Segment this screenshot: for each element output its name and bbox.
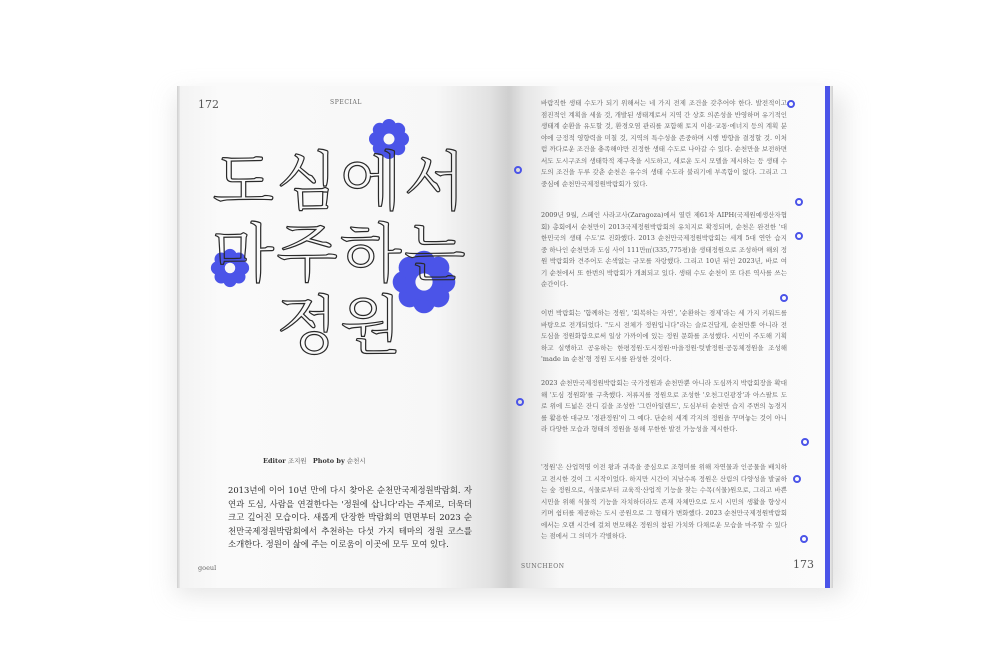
editor-label: Editor (263, 457, 286, 465)
body-paragraph-2: 2009년 9월, 스페인 사라고사(Zaragoza)에서 열린 제61차 AIPH(국제원예생산자협회) 총회에서 순천만이 2013국제정원박람회의 유치지로 확정되며, 순천은 완전한 '대한민국의 생태 수도'로 진화했다. 2013 순천만국제정원박람회는 세계 5대 연안 습지 중 하나인 순천만과 도심 사이 111만㎡(335,775평)을 생태정원으로 조성하며 해외 정원 박람회와 견주어도 손색없는 규모를 자랑했다. 그리고 10년 뒤인 2023년, 바로 여기 순천에서 또 한번의 박람회가 개최되고 있다. 생태 수도 순천이 또 다른 역사를 쓰는 순간이다. (541, 211, 787, 288)
body-paragraph-5: '정원'은 산업혁명 이전 왕과 귀족을 중심으로 조형미를 위해 자연물과 인공물을 배치하고 전시한 것이 그 시작이었다. 하지만 시간이 지남수록 정원은 산림의 다양성을 발굴하는 숲 정원으로, 식물로부터 교육적·산업적 기능을 찾는 수목(식물)원으로, 그리고 바쁜 시민을 위해 식물적 기능을 자치하더라도 존재 자체만으로 도시 시민의 생활을 향상시키며 쉼터를 제공하는 도시 공원으로 그 형태가 변화했다. 2023 순천만국제정원박람회에서는 오랜 시간에 걸쳐 변모해온 정원의 참된 가치와 다채로운 모습을 마주할 수 있다는 점에서 그 의미가 각별하다. (541, 463, 787, 540)
ring-dot-icon (514, 166, 522, 174)
editor-name: 조지원 (287, 457, 307, 465)
title-graphic (180, 86, 509, 386)
accent-edge-bar (825, 86, 830, 588)
ring-dot-icon (795, 198, 803, 206)
title-line-3: 정원 (276, 290, 404, 364)
ring-dot-icon (795, 232, 803, 240)
body-paragraph-4: 2023 순천만국제정원박람회는 국가정원과 순천만뿐 아니라 도심까지 박람회장을 확대해 '도심 정원화'를 구축했다. 저류지를 정원으로 조성한 '오천그린광장'과 아스팔트 도로 위에 드넓은 잔디 길을 조성한 '그린아일랜드', 도심부터 순천만 습지 주변의 농경지를 활용한 대규모 '경관정원'이 그 예다. 단순히 세계 각지의 정원을 꾸며놓는 것이 아니라 다양한 모습과 형태의 정원을 통해 무한한 발전 가능성을 제시한다. (541, 379, 787, 433)
left-footer-label: goeul (198, 564, 217, 572)
ring-dot-icon (780, 294, 788, 302)
body-paragraph-1: 바람직한 생태 수도가 되기 위해서는 네 가지 전제 조건을 갖추어야 한다. 발전적이고 점진적인 계획을 세울 것, 개발된 생태계로서 지역 간 상호 의존성을 반영하며 유기적인 생태계 순환을 유도할 것, 환경오염 관리를 포함해 토지 이용·교통·에너지 등의 계획 분야에 긍정적 영향력을 미칠 것, 지역의 특수성을 존중하며 시행 방향을 결정할 것. 이처럼 까다로운 조건을 충족해야만 진정한 생태 수도로 나아갈 수 있다. 순천만을 보전하면서도 도시구조의 생태학적 재구축을 시도하고, 새로운 도시 모델을 제시하는 등 생태 수도의 조건을 두루 갖춘 순천은 유수의 생태 수도라 불리기에 부족함이 없다. 그리고 그 중심에 순천만국제정원박람회가 있다. (541, 99, 787, 188)
body-paragraph-3: 이번 박람회는 '함께하는 정원', '회복하는 자연', '순환하는 경제'라는 세 가지 키워드를 바탕으로 전개되었다. "도시 전체가 정원입니다"라는 슬로건답게, 순천만뿐 아니라 전 도심을 정원화함으로써 일상 가까이에 있는 정원 문화를 조성했다. 시민이 주도해 기획하고 실행하고 공유하는 한평정원·도시정원·마을정원·텃밭정원·공동체정원을 조성해 'made in 순천'형 정원 도시를 완성한 것이다. (541, 309, 787, 363)
left-page-number: 172 (198, 98, 219, 111)
section-label: SPECIAL (330, 99, 363, 106)
right-page-edge (830, 86, 833, 588)
title-line-2: 마주하는 (212, 218, 468, 292)
right-page (509, 86, 830, 588)
right-footer-label: SUNCHEON (521, 563, 565, 570)
photo-name: 순천시 (346, 457, 366, 465)
ring-dot-icon (801, 438, 809, 446)
lead-paragraph: 2013년에 이어 10년 만에 다시 찾아온 순천만국제정원박람회. 자연과 도심, 사람을 연결한다는 '정원에 삽니다'라는 주제로, 더욱더 크고 깊어진 모습이다. 새롭게 단장한 박람회의 면면부터 2023 순천만국제정원박람회에서 추천하는 다섯 가지 테마의 정원 코스를 소개한다. 정원이 삶에 주는 이로움이 이곳에 모두 모여 있다. (228, 485, 472, 550)
ring-dot-icon (793, 475, 801, 483)
left-page (180, 86, 509, 588)
title-line-1: 도심에서 (212, 146, 468, 220)
ring-dot-icon (516, 398, 524, 406)
right-page-number: 173 (793, 558, 814, 571)
ring-dot-icon (800, 535, 808, 543)
photo-label: Photo by (312, 457, 345, 465)
ring-dot-icon (787, 100, 795, 108)
credit-line (263, 456, 366, 465)
